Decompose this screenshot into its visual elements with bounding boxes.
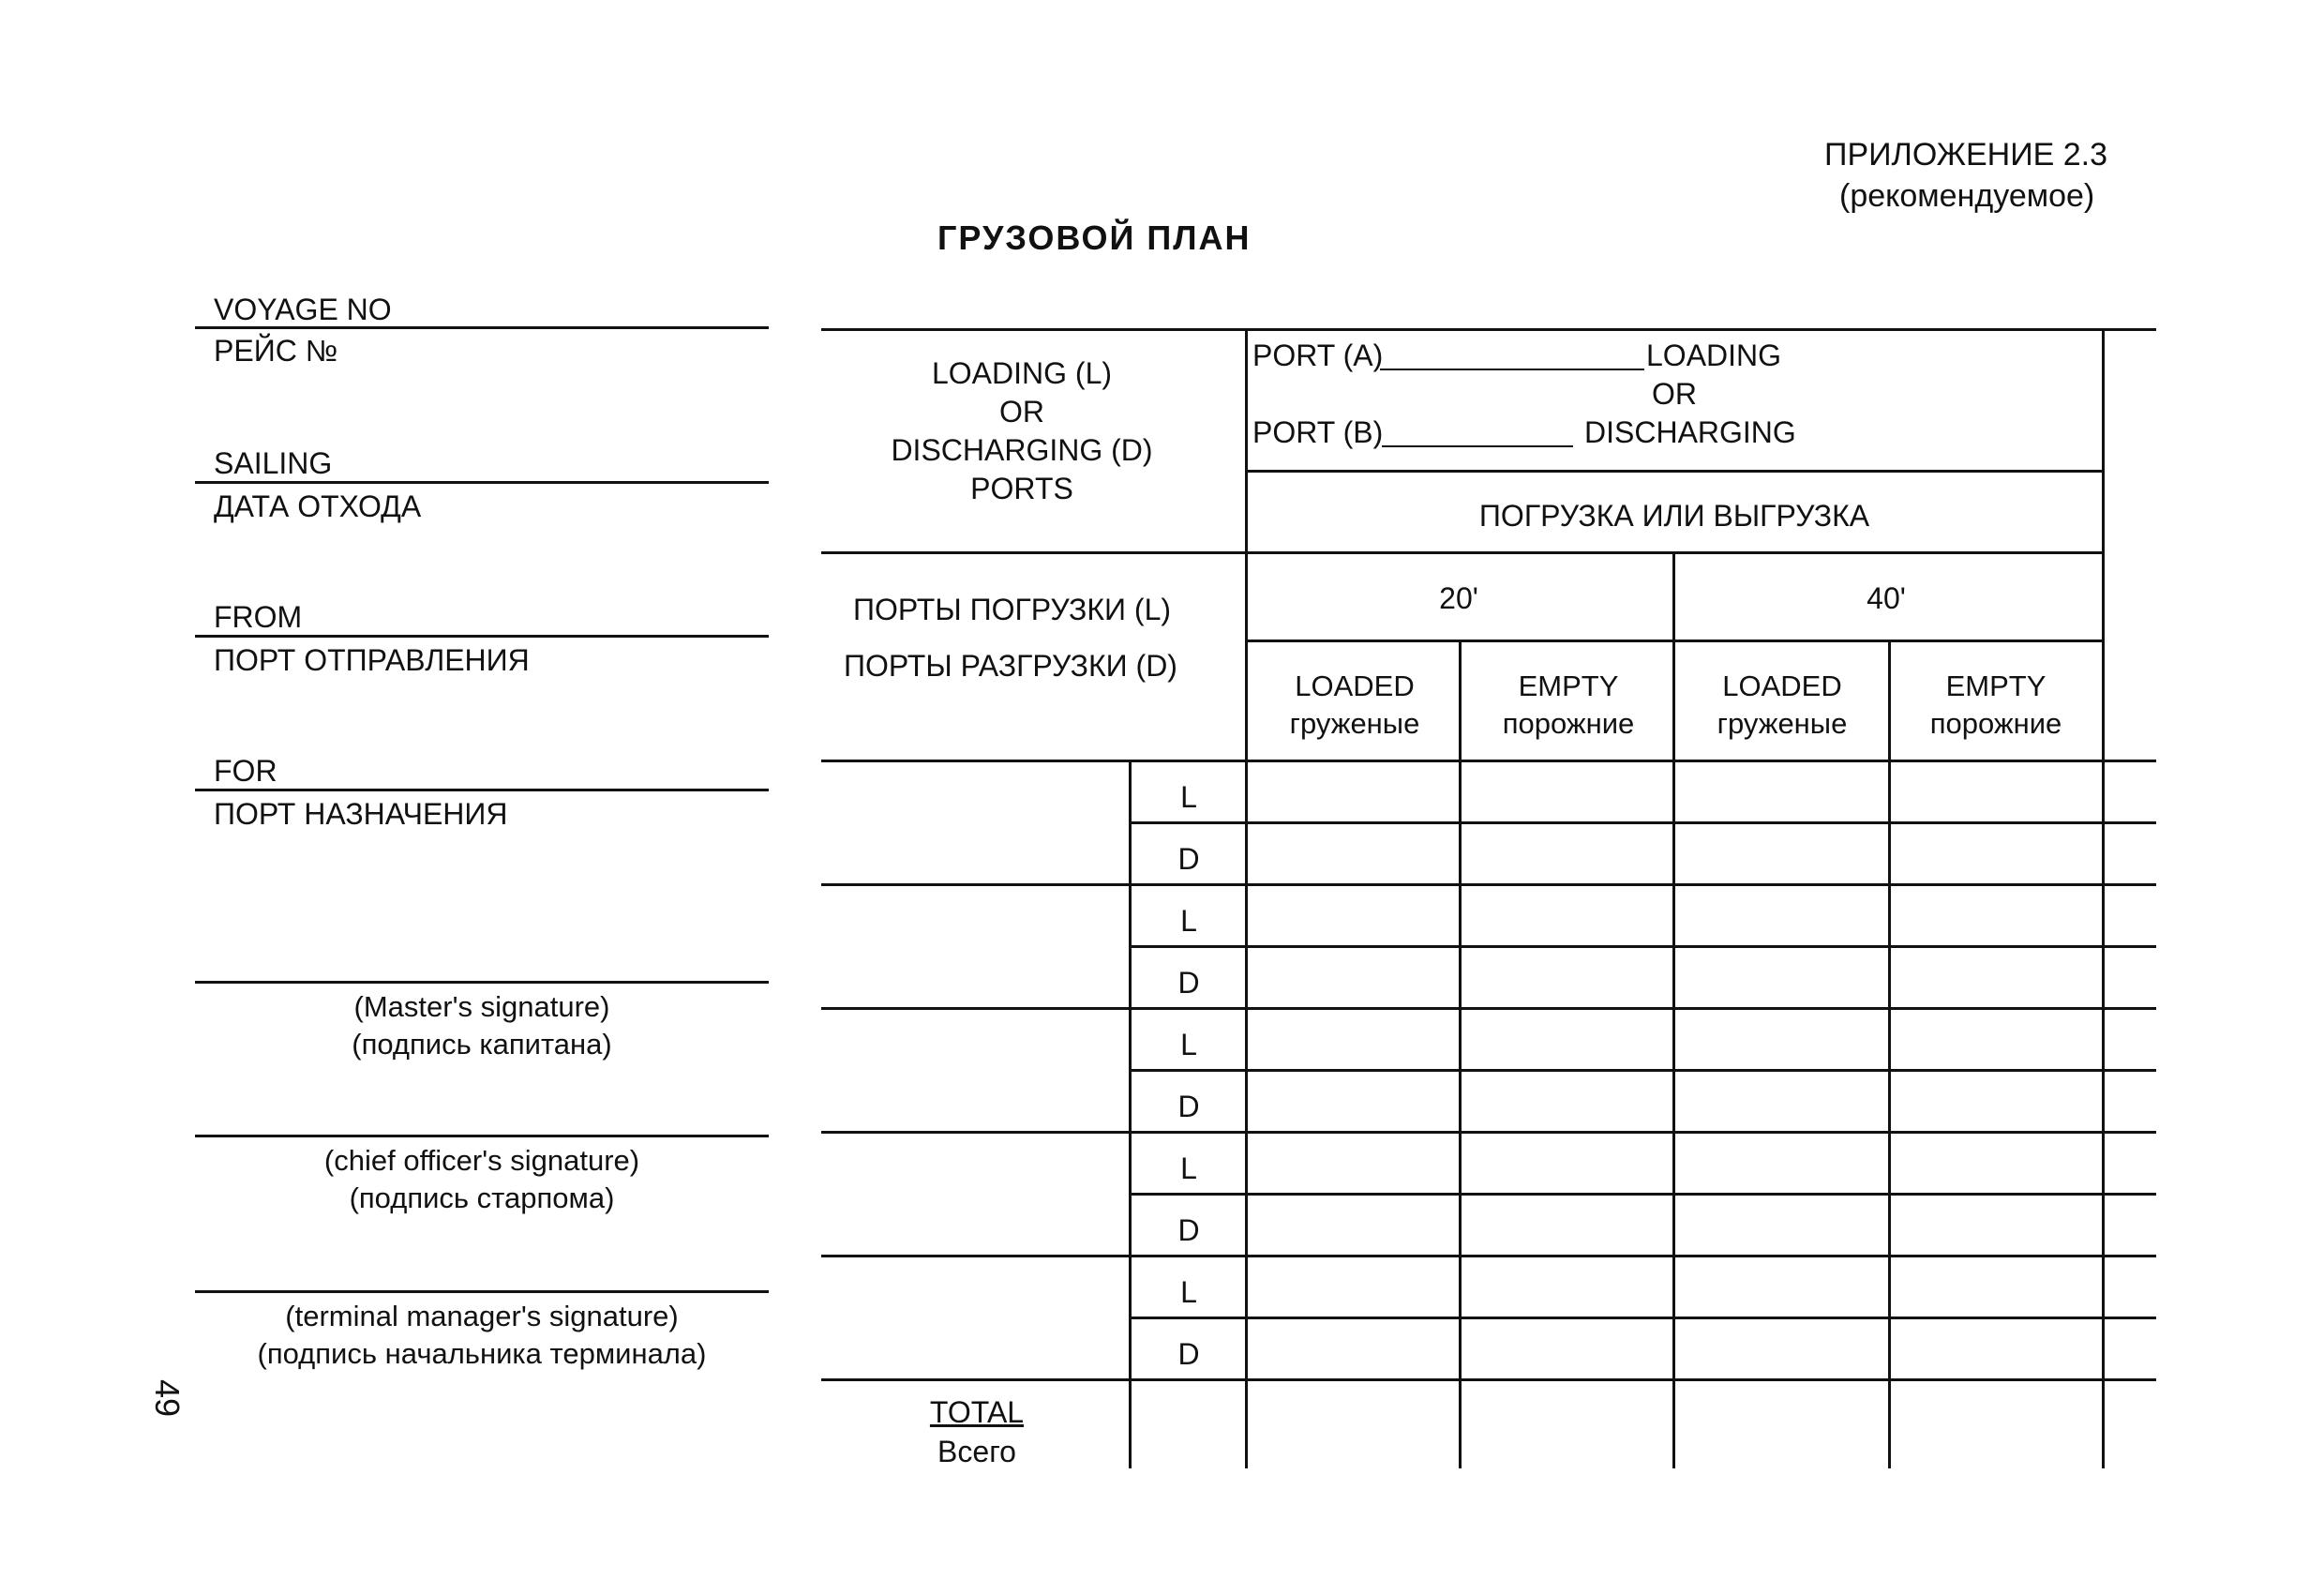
vline-40-mid [1888, 640, 1891, 1468]
row-code: D [1177, 842, 1200, 876]
port-a-suffix: LOADING [1646, 339, 1782, 372]
master-signature-ru: (подпись капитана) [352, 1028, 612, 1061]
row-line [1129, 1069, 2156, 1072]
port-b-suffix: DISCHARGING [1584, 415, 1796, 449]
row-line [1129, 1317, 2156, 1319]
row-code: L [1180, 1028, 1197, 1061]
sailing-label-en: SAILING [214, 446, 333, 480]
port-block-bottom [1247, 470, 2102, 473]
col-20-loaded-ru: груженые [1289, 707, 1420, 741]
table-top-border [821, 328, 2156, 331]
master-signature-line [195, 981, 769, 984]
port-b-label: PORT (B) [1252, 415, 1384, 449]
row-line [821, 760, 2156, 762]
terminal-signature-line [195, 1290, 769, 1293]
for-line [195, 789, 769, 791]
row-code: L [1180, 1275, 1197, 1309]
col-40-empty-ru: порожние [1929, 707, 2062, 741]
master-signature-en: (Master's signature) [353, 990, 610, 1023]
vline-right [2102, 328, 2105, 1468]
size-20-header: 20' [1439, 581, 1478, 615]
col-20-empty-en: EMPTY [1518, 670, 1619, 702]
port-b-blank [1382, 445, 1573, 447]
row-code: D [1177, 1090, 1200, 1123]
ports-header-line3: DISCHARGING (D) [891, 432, 1153, 467]
row-code: D [1177, 966, 1200, 1000]
ru-ports-discharging: ПОРТЫ РАЗГРУЗКИ (D) [844, 649, 1177, 683]
row-code: D [1177, 1213, 1200, 1247]
size-40-header: 40' [1867, 581, 1906, 615]
col-40-empty [1890, 668, 2102, 744]
voyage-label-en: VOYAGE NO [214, 293, 392, 326]
sailing-line [195, 481, 769, 484]
col-20-empty-ru: порожние [1502, 707, 1635, 741]
row-line [821, 1007, 2156, 1010]
row-code: L [1180, 904, 1197, 938]
page-number: 49 [148, 1378, 187, 1418]
header-divider [821, 551, 2102, 554]
ports-header-line1: LOADING (L) [931, 356, 1113, 390]
ru-loading-header: ПОГРУЗКА ИЛИ ВЫГРУЗКА [1478, 499, 1870, 533]
master-signature-caption [195, 988, 769, 1064]
vline-code-left [1129, 760, 1132, 1468]
chief-signature-ru: (подпись старпома) [349, 1181, 615, 1215]
row-code: L [1180, 780, 1197, 814]
page-title: ГРУЗОВОЙ ПЛАН [937, 218, 1252, 257]
for-label-ru: ПОРТ НАЗНАЧЕНИЯ [214, 797, 508, 831]
ru-ports-loading: ПОРТЫ ПОГРУЗКИ (L) [853, 593, 1172, 626]
port-a-blank [1380, 369, 1644, 370]
vline-20-40 [1672, 551, 1675, 1468]
terminal-signature-caption [195, 1298, 769, 1374]
chief-signature-line [195, 1135, 769, 1137]
from-label-ru: ПОРТ ОТПРАВЛЕНИЯ [214, 643, 530, 677]
ports-header-line2: OR [999, 394, 1044, 429]
row-line [821, 883, 2156, 886]
appendix-number: ПРИЛОЖЕНИЕ 2.3 [1824, 137, 2108, 173]
row-line [821, 1378, 2156, 1381]
from-label-en: FROM [214, 600, 303, 634]
for-label-en: FOR [214, 754, 277, 788]
row-code: D [1177, 1337, 1200, 1371]
col-40-loaded [1676, 668, 1888, 744]
port-or: OR [1652, 377, 1697, 411]
appendix-note: (рекомендуемое) [1839, 178, 2095, 214]
terminal-signature-en: (terminal manager's signature) [285, 1300, 679, 1332]
chief-signature-en: (chief officer's signature) [323, 1144, 640, 1177]
row-line [1129, 945, 2156, 948]
voyage-label-ru: РЕЙС № [214, 334, 338, 368]
col-40-loaded-ru: груженые [1717, 707, 1848, 741]
total-label-en: TOTAL [929, 1395, 1025, 1429]
vline-20-mid [1459, 640, 1462, 1468]
voyage-line [195, 326, 769, 329]
col-20-empty [1462, 668, 1674, 744]
col-40-loaded-en: LOADED [1722, 670, 1842, 702]
ports-header [844, 354, 1200, 508]
row-line [821, 1255, 2156, 1257]
sailing-label-ru: ДАТА ОТХОДА [214, 489, 422, 523]
row-line [1129, 1193, 2156, 1196]
ports-header-line4: PORTS [970, 471, 1073, 505]
row-line [1129, 821, 2156, 824]
col-20-loaded-en: LOADED [1295, 670, 1415, 702]
col-40-empty-en: EMPTY [1945, 670, 2047, 702]
col-20-loaded [1249, 668, 1461, 744]
port-a-label: PORT (A) [1252, 339, 1384, 372]
row-code: L [1180, 1151, 1197, 1185]
row-line [821, 1131, 2156, 1134]
terminal-signature-ru: (подпись начальника терминала) [257, 1337, 707, 1371]
vline-ports-right [1245, 328, 1248, 1468]
total-label-ru: Всего [937, 1435, 1016, 1468]
chief-signature-caption [195, 1142, 769, 1218]
from-line [195, 635, 769, 638]
